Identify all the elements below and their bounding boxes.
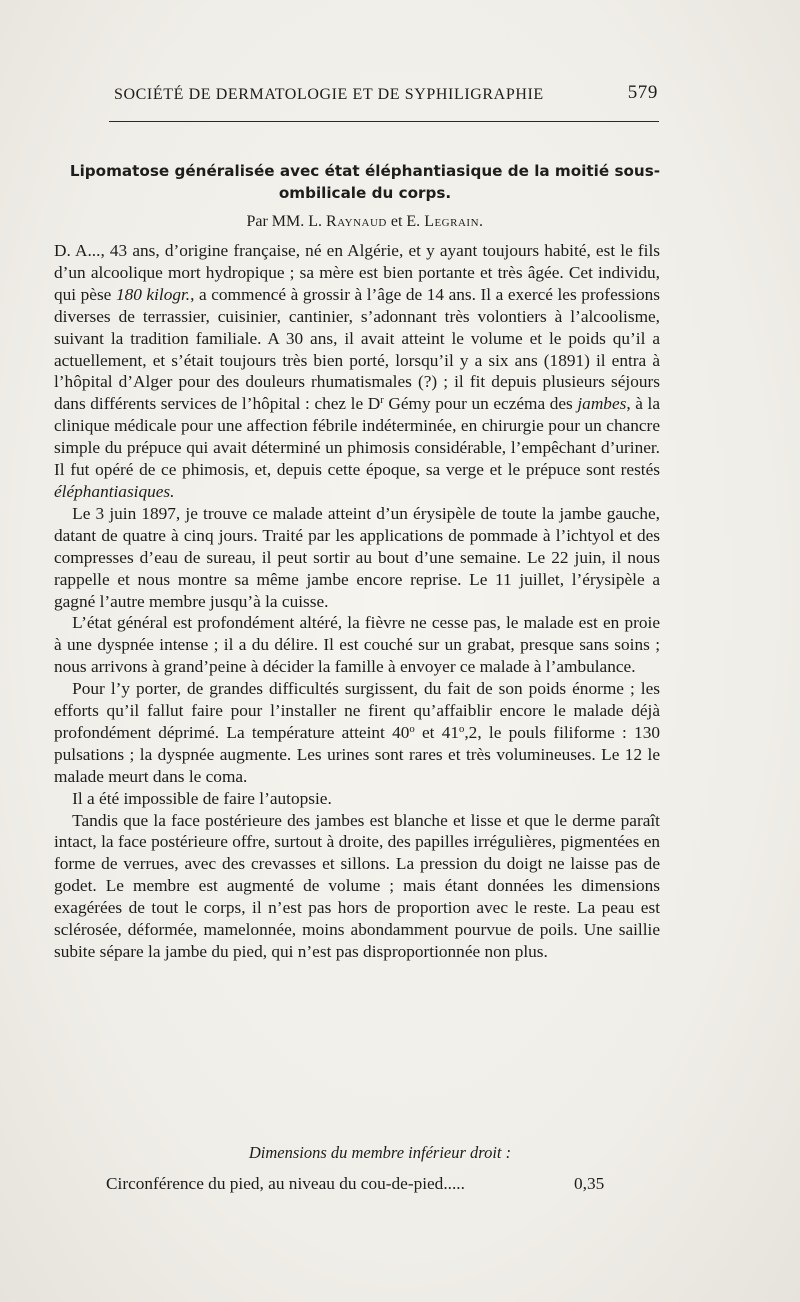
p1-text-a: D. A..., 43 ans, d’origine française, né en Algérie, et y ayant toujours habité, est le fils d’un alcoolique mort hydropique ; sa mère est bien portante et très âgée. Cet individu, qui pèse	[54, 241, 660, 304]
paragraph-autopsy: Il a été impossible de faire l’autopsie.	[72, 788, 332, 808]
p1-superscript: r	[380, 394, 384, 407]
author-raynaud: Raynaud	[326, 213, 387, 230]
author-legrain: Legrain.	[424, 213, 484, 230]
p1-text-b: , a commencé à grossir à l’âge de 14 ans. Il a exercé les professions diverses de terrassier, cuisinier, cantinier, s’adonnant très volontiers à l’alcoolisme, suivant la tradition familiale. A 30 ans, il avait atteint le volume et le poids qu’il a actuellement, et s’était toujours très bien porté, lorsqu’il y a six ans (1891) il entra à l’hôpital d’Alger pour des douleurs rhumatismales (?) ; il fit depuis plusieurs séjours dans différents services de l’hôpital : chez le D	[54, 284, 660, 414]
p1-text-d: , à la clinique médicale pour une affection fébrile indéterminée, en chirurgie pour un chancre simple du prépuce qui avait déterminé un phimosis considérable, l’empêchant d’uriner. Il fut opéré de ce phimosis, et, depuis cette époque, sa verge et le prépuce sont restés	[54, 394, 660, 480]
page-number: 579	[627, 82, 658, 103]
paragraph-erysipelas: Le 3 juin 1897, je trouve ce malade atteint d’un érysipèle de toute la jambe gauche, datant de quatre à cinq jours. Traité par les applications de pommade à l’ichtyol et des compresses d’eau de sureau, il peut sortir au bout d’une semaine. Le 22 juin, il nous rappelle et nous montre sa même jambe encore reprise. Le 11 juillet, l’érysipèle a gagné l’autre membre jusqu’à la cuisse.	[54, 503, 660, 611]
byline	[60, 212, 670, 232]
article-body	[54, 240, 660, 963]
measurement-value: 0,35	[574, 1174, 605, 1193]
p1-weight: 180 kilogr.	[115, 284, 191, 304]
article-title: Lipomatose généralisée avec état éléphantiasique de la moitié sous-ombilicale du corps.	[69, 162, 661, 202]
p4-degree-2: o	[459, 723, 465, 736]
paragraph-transport	[54, 678, 660, 788]
paragraph-case-history	[54, 240, 660, 503]
p1-elephantiasiques: éléphantiasiques.	[54, 481, 175, 501]
byline-mid: et E.	[390, 213, 421, 230]
p4-text-c: ,2, le pouls filiforme : 130 pulsations ; la dyspnée augmente. Les urines sont rares et très volumineuses. Le 12 le malade meurt dans le coma.	[54, 722, 660, 786]
header-rule	[109, 121, 659, 122]
dimensions-caption: Dimensions du membre inférieur droit :	[248, 1143, 512, 1162]
byline-prefix: Par MM. L.	[246, 213, 323, 230]
running-head	[110, 84, 660, 110]
p1-jambes: jambes	[577, 394, 627, 414]
p1-text-c: Gémy pour un eczéma des	[383, 394, 578, 414]
measurement-label: Circonférence du pied, au niveau du cou-de-pied.....	[106, 1174, 465, 1193]
p4-text-a: Pour l’y porter, de grandes difficultés surgissent, du fait de son poids énorme ; les efforts qu’il fallut faire pour l’installer ne firent qu’affaiblir encore le malade déjà profondément déprimé. La température atteint 40	[54, 679, 660, 742]
p4-degree-1: o	[409, 723, 415, 736]
p4-text-b: et 41	[414, 722, 459, 742]
paragraph-description: Tandis que la face postérieure des jambes est blanche et lisse et que le derme paraît intact, la face postérieure offre, surtout à droite, des papilles irrégulières, pigmentées en forme de verrues, avec des crevasses et sillons. La pression du doigt ne laisse pas de godet. Le membre est augmenté de volume ; mais étant données les dimensions exagérées de tout le corps, il n’est pas hors de proportion avec le reste. La peau est sclérosée, déformée, mamelonnée, moins abondamment pourvue de poils. Une saillie subite sépare la jambe du pied, qui n’est pas disproportionnée non plus.	[54, 810, 660, 961]
paragraph-general-state: L’état général est profondément altéré, la fièvre ne cesse pas, le malade est en proie à une dyspnée intense ; il a du délire. Il est couché sur un grabat, presque sans soins ; nous arrivons à grand’peine à décider la famille à envoyer ce malade à l’ambulance.	[54, 613, 660, 677]
running-title: SOCIÉTÉ DE DERMATOLOGIE ET DE SYPHILIGRAPHIE	[114, 86, 544, 103]
